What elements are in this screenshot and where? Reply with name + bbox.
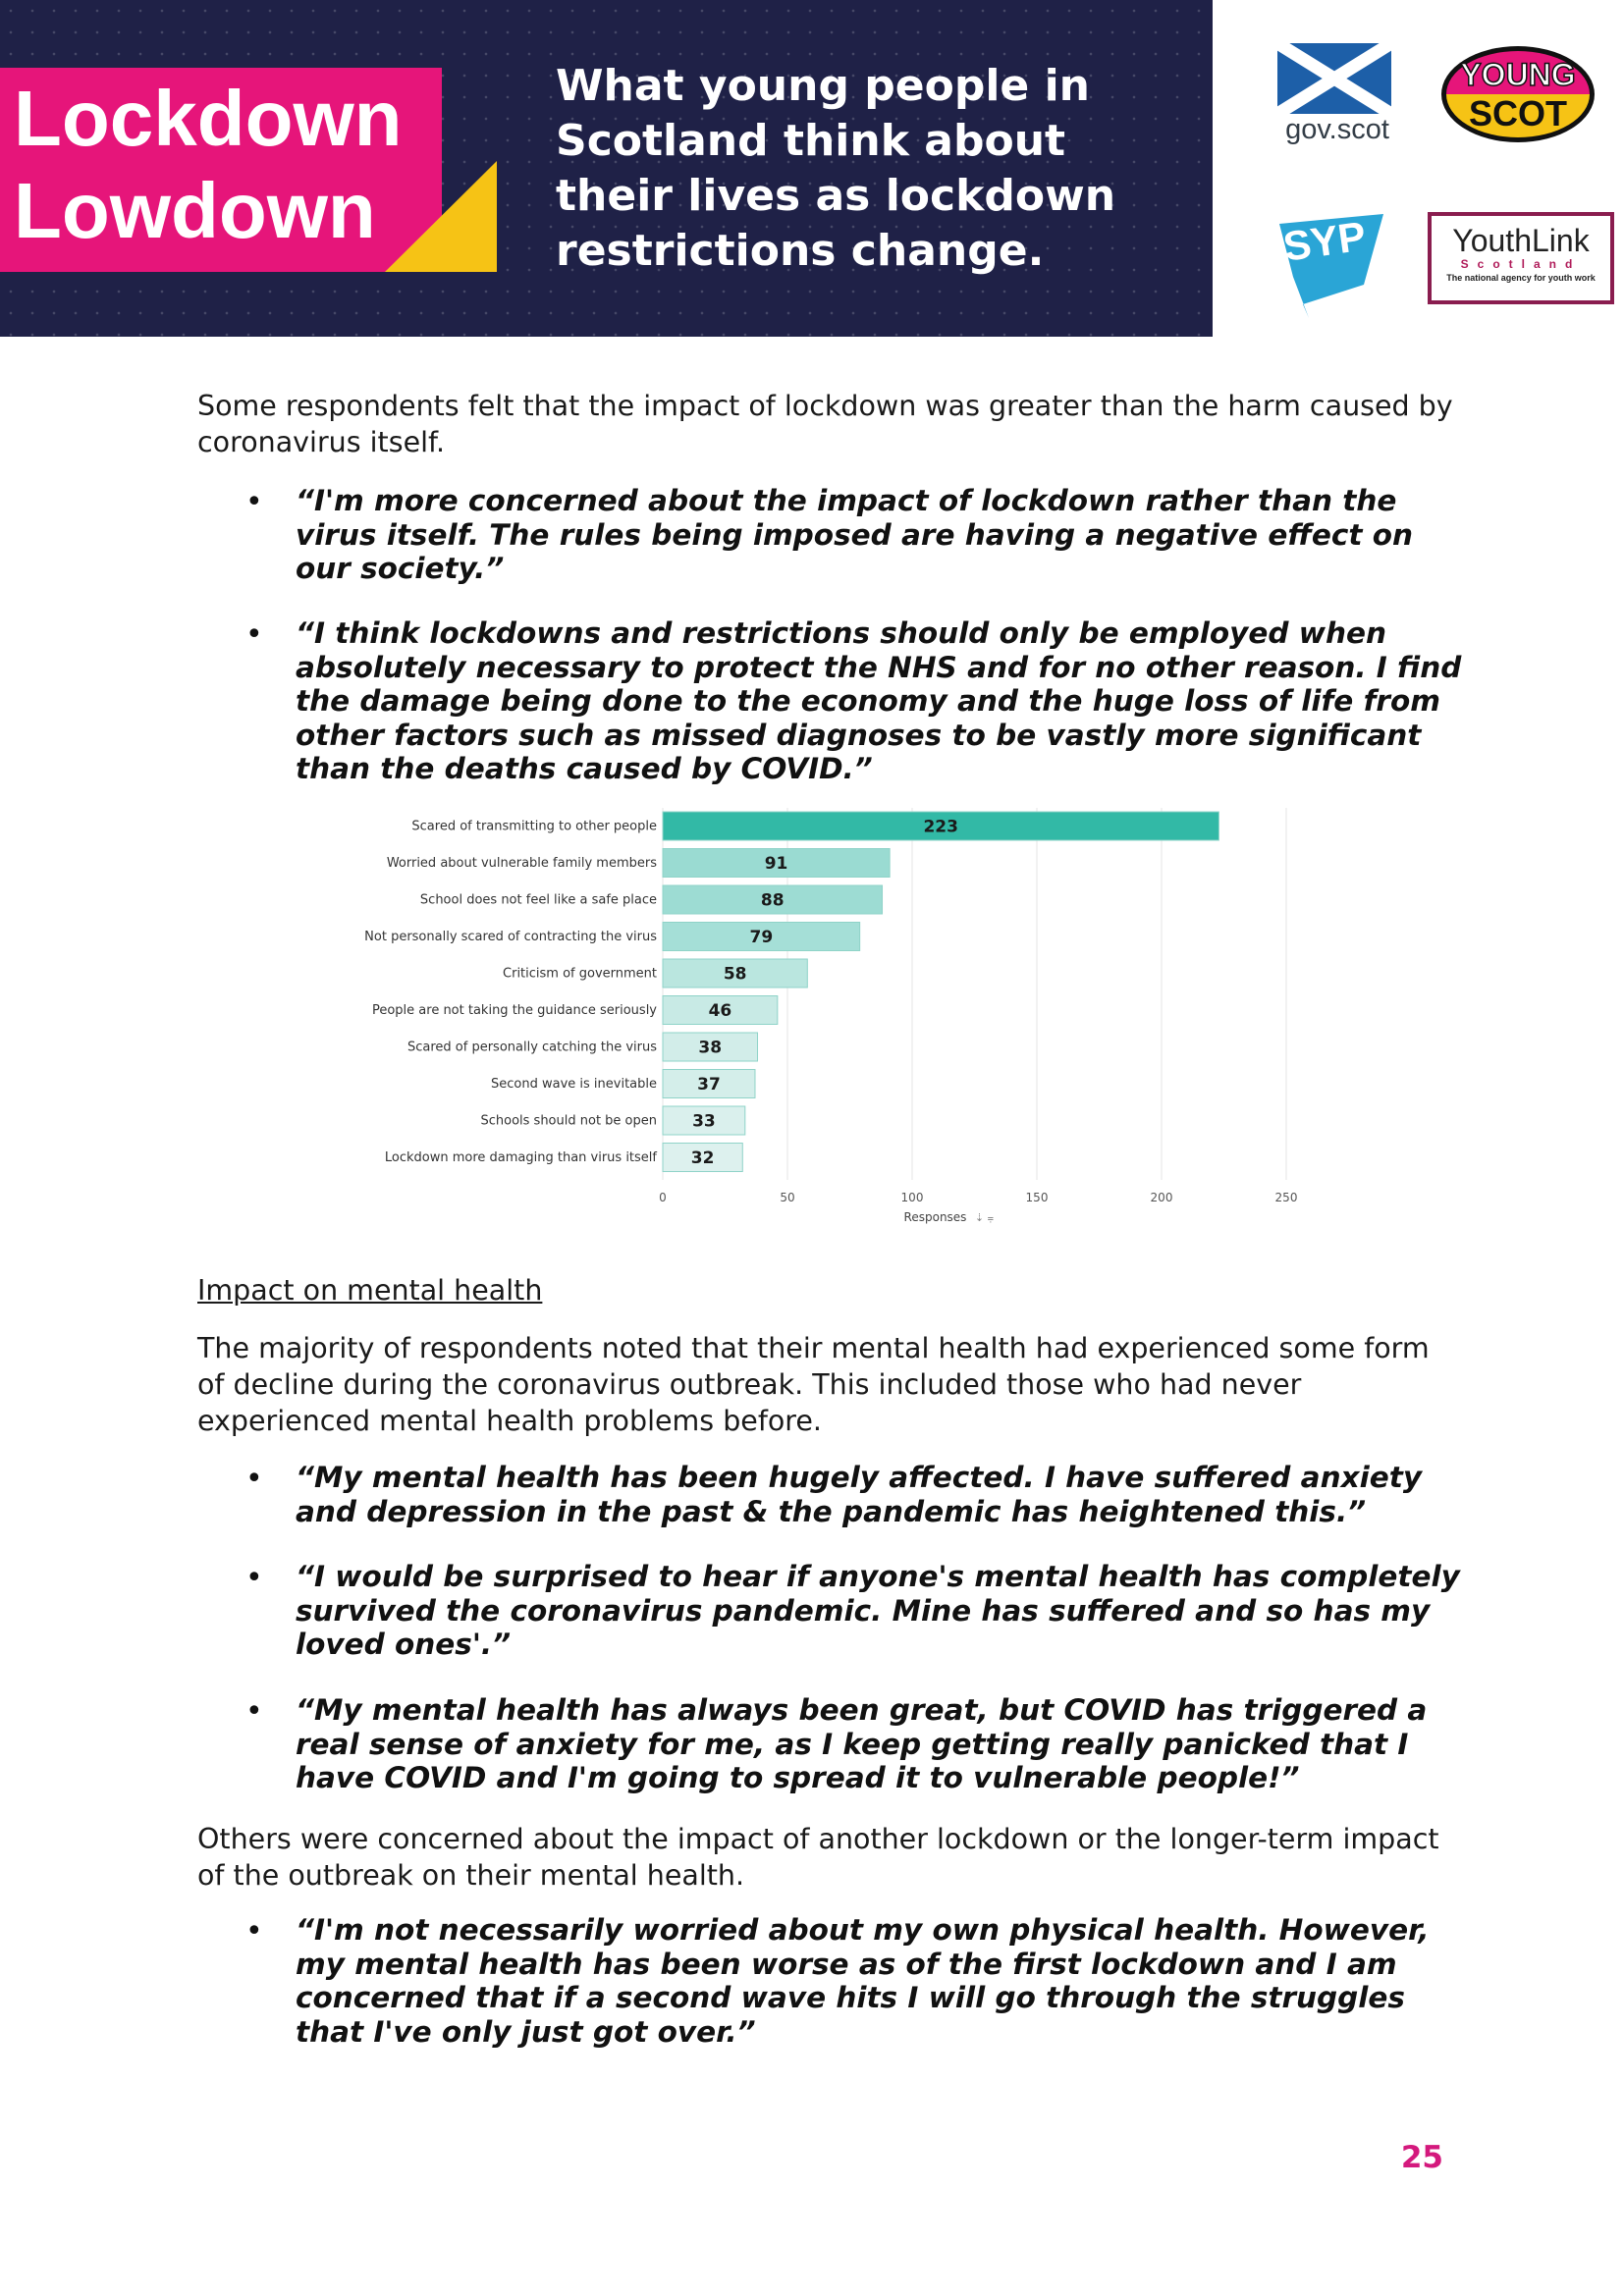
category-label: Schools should not be open (480, 1113, 657, 1129)
title-line-2: Lowdown (14, 167, 376, 254)
young-scot-word-1: YOUNG (1460, 57, 1576, 92)
x-axis-title: Responses (903, 1210, 967, 1224)
quote: “I would be surprised to hear if anyone's mental health has completely survived the coronavirus pandemic. Mine has suffered and so has my loved ones'.” (296, 1560, 1460, 1661)
category-label: Criticism of government (503, 966, 657, 982)
quote: “I'm not necessarily worried about my own physical health. However, my mental health has been worse as of the first lockdown and I am concerned that if a second wave hits I will go through the struggles that I've only just got over.” (296, 1913, 1430, 2049)
data-label: 32 (690, 1148, 715, 1168)
page-number: 25 (1400, 2140, 1443, 2175)
bullet: • (245, 1694, 263, 1729)
saltire-flag-icon (1277, 43, 1391, 114)
section-heading: Impact on mental health (197, 1274, 543, 1307)
data-label: 91 (764, 854, 788, 874)
category-label: Worried about vulnerable family members (386, 856, 657, 871)
x-tick-label: 0 (659, 1191, 667, 1204)
data-label: 38 (698, 1038, 723, 1058)
data-label: 223 (923, 817, 958, 837)
report-subtitle (556, 59, 1184, 279)
x-tick-label: 250 (1274, 1191, 1298, 1204)
data-label: 37 (697, 1075, 721, 1095)
category-label: Scared of transmitting to other people (411, 819, 657, 834)
quote: “My mental health has been hugely affected. I have suffered anxiety and depression in the past & the pandemic has heightened this.” (296, 1461, 1423, 1528)
subtitle-line: Scotland think about (556, 116, 1066, 166)
title-line-1: Lockdown (14, 75, 403, 162)
young-scot-word-2: SCOT (1468, 93, 1568, 133)
data-label: 58 (723, 964, 747, 985)
concern-paragraph: Others were concerned about the impact of another lockdown or the longer-term impact of the outbreak on their mental health. (197, 1823, 1439, 1892)
bullet: • (245, 485, 263, 519)
subtitle-line: What young people in (556, 61, 1090, 111)
x-tick-label: 50 (780, 1191, 795, 1204)
youthlink-scotland: Scotland (1460, 257, 1582, 271)
youthlink-logo (1428, 212, 1614, 304)
syp-wordmark: SYP (1280, 212, 1369, 270)
youthlink-tagline: The national agency for youth work (1446, 273, 1596, 283)
youthlink-name: YouthLink (1452, 223, 1590, 258)
subtitle-line: restrictions change. (556, 226, 1045, 276)
category-label: Not personally scared of contracting the virus (364, 930, 657, 944)
data-label: 33 (692, 1111, 716, 1132)
category-label: Lockdown more damaging than virus itself (384, 1150, 657, 1165)
data-label: 46 (708, 1001, 732, 1021)
quote: “I think lockdowns and restrictions should only be employed when absolutely necessary to protect the NHS and for no other reason. I find the damage being done to the economy and the huge loss of life from other factors such as missed diagnoses to be vastly more significant than the deaths caused by COVID.” (296, 616, 1462, 785)
category-label: Scared of personally catching the virus (406, 1040, 657, 1055)
category-label: School does not feel like a safe place (419, 892, 657, 908)
sort-filter-icon: ⇣ ⩦ (974, 1211, 995, 1224)
govscot-logo: gov.scot (1285, 114, 1389, 145)
data-label: 79 (749, 928, 774, 947)
bullet: • (245, 1462, 263, 1496)
quote: “My mental health has always been great, but COVID has triggered a real sense of anxiety for me, as I keep getting really panicked that I have COVID and I'm going to spread it to vulnerable people!” (296, 1693, 1428, 1794)
partner-logos (1213, 0, 1624, 337)
responses-bar-chart (334, 800, 1306, 1227)
category-label: People are not taking the guidance seriously (371, 1003, 657, 1018)
report-title (14, 73, 436, 257)
data-label: 88 (760, 890, 785, 911)
header-banner (0, 0, 1213, 337)
intro-paragraph: Some respondents felt that the impact of lockdown was greater than the harm caused by coronavirus itself. (197, 390, 1453, 458)
x-tick-label: 150 (1025, 1191, 1049, 1204)
bullet: • (245, 1914, 263, 1949)
x-tick-label: 200 (1150, 1191, 1173, 1204)
bullet: • (245, 1561, 263, 1595)
x-tick-label: 100 (900, 1191, 924, 1204)
category-label: Second wave is inevitable (491, 1077, 657, 1092)
chart-svg (334, 800, 1306, 1227)
bullet: • (245, 617, 263, 652)
subtitle-line: their lives as lockdown (556, 171, 1116, 221)
mental-health-paragraph: The majority of respondents noted that their mental health had experienced some form of decline during the coronavirus outbreak. This included those who had never experienced mental health problems before. (197, 1332, 1430, 1437)
syp-logo (1273, 194, 1393, 318)
young-scot-logo (1438, 43, 1597, 145)
quote: “I'm more concerned about the impact of lockdown rather than the virus itself. The rules being imposed are having a negative effect on our society.” (296, 484, 1414, 585)
